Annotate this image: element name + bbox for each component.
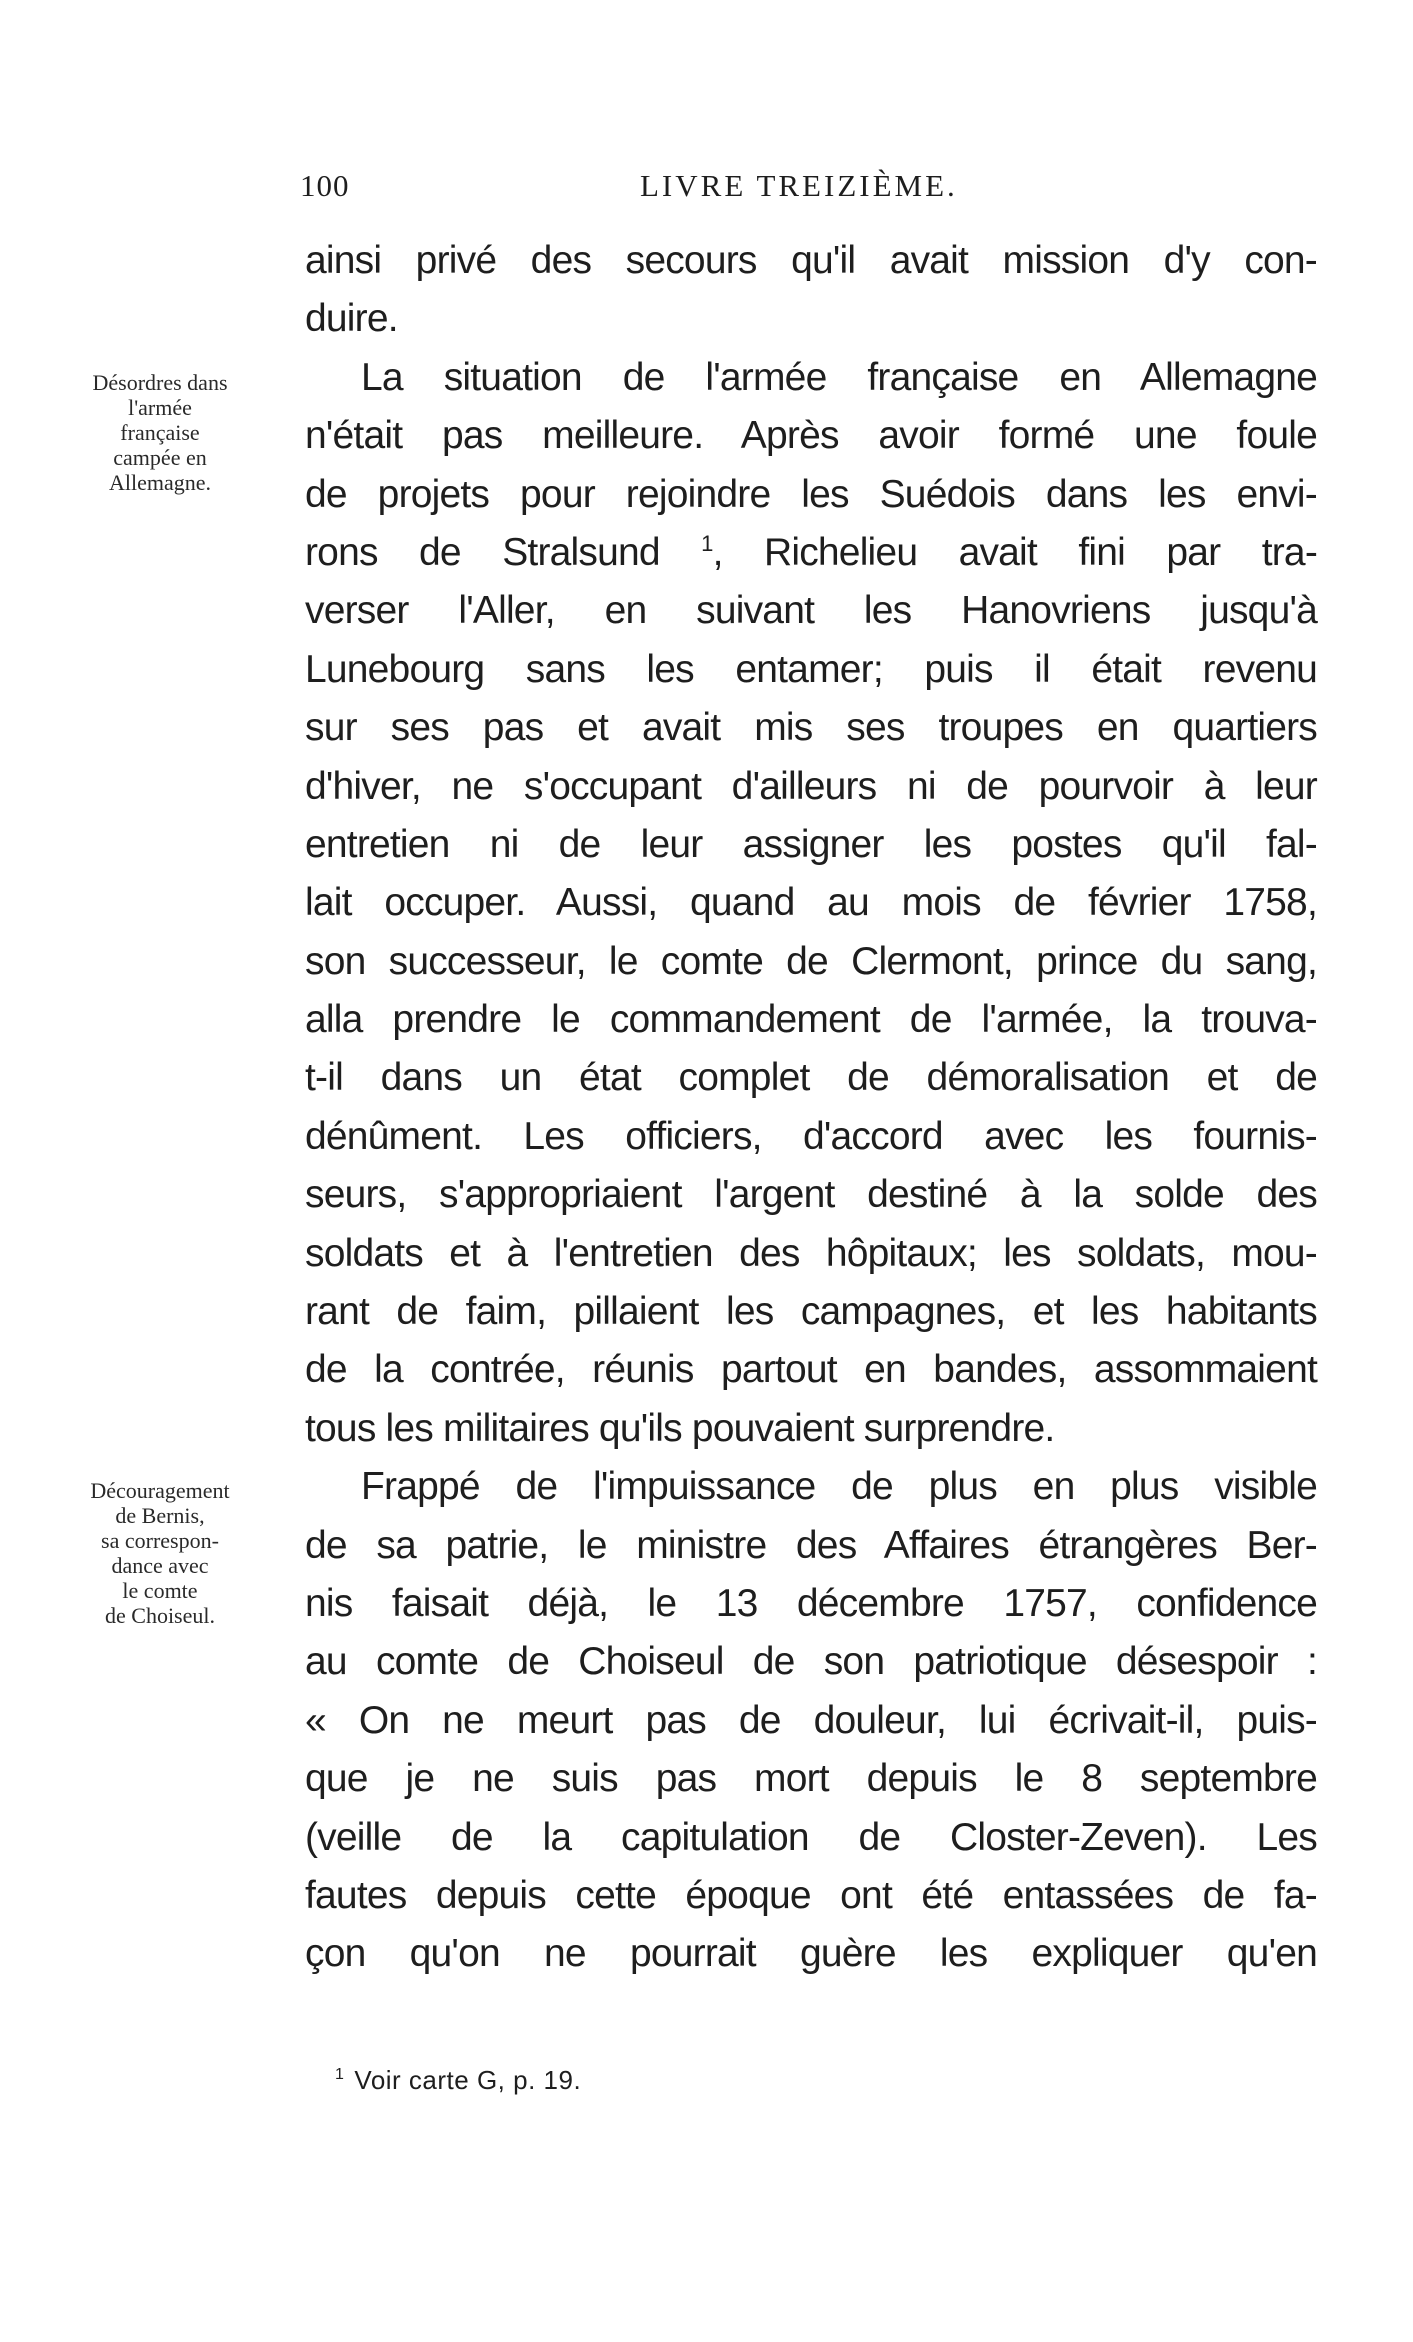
footnote-text: Voir carte G, p. 19. bbox=[354, 2065, 582, 2095]
margin-note-line: de Choiseul. bbox=[105, 1603, 215, 1628]
body-text bbox=[305, 232, 1317, 1984]
text-line: n'était pas meilleure. Après avoir formé une foule bbox=[305, 414, 1317, 458]
margin-note-line: de Bernis, bbox=[115, 1503, 205, 1528]
text-line: que je ne suis pas mort depuis le 8 septembre bbox=[305, 1757, 1317, 1801]
margin-note-discouragement bbox=[40, 1478, 280, 1628]
margin-note-line: le comte bbox=[122, 1578, 198, 1603]
text-line: tous les militaires qu'ils pouvaient surprendre. bbox=[305, 1406, 1055, 1450]
margin-note-line: sa correspon- bbox=[101, 1528, 219, 1553]
text-line: t-il dans un état complet de démoralisation et de bbox=[305, 1056, 1317, 1100]
text-line: nis faisait déjà, le 13 décembre 1757, confidence bbox=[305, 1581, 1317, 1625]
text-line: alla prendre le commandement de l'armée, la trouva- bbox=[305, 998, 1317, 1042]
page-header bbox=[300, 168, 1330, 208]
margin-note-line: française bbox=[120, 420, 200, 445]
text-line: de sa patrie, le ministre des Affaires étrangères Ber- bbox=[305, 1523, 1317, 1567]
text-line: lait occuper. Aussi, quand au mois de février 1758, bbox=[305, 881, 1317, 925]
margin-note-line: Découragement bbox=[90, 1478, 230, 1503]
margin-note-line: dance avec bbox=[111, 1553, 209, 1578]
margin-note-line: Allemagne. bbox=[108, 470, 212, 495]
text-line: fautes depuis cette époque ont été entassées de fa- bbox=[305, 1873, 1317, 1917]
text-line-with-footnote-ref bbox=[305, 524, 1317, 582]
running-head: LIVRE TREIZIÈME. bbox=[640, 168, 958, 203]
text-line: (veille de la capitulation de Closter-Zeven). Les bbox=[305, 1815, 1317, 1859]
text-line: ainsi privé des secours qu'il avait mission d'y con- bbox=[305, 239, 1317, 282]
text-line: Frappé de l'impuissance de plus en plus visible bbox=[361, 1465, 1317, 1509]
text-line: entretien ni de leur assigner les postes qu'il fal- bbox=[305, 822, 1317, 866]
text-line: La situation de l'armée française en Allemagne bbox=[361, 355, 1317, 399]
footnote bbox=[335, 2065, 581, 2096]
text-line: sur ses pas et avait mis ses troupes en quartiers bbox=[305, 706, 1317, 750]
text-line: d'hiver, ne s'occupant d'ailleurs ni de pourvoir à leur bbox=[305, 764, 1317, 808]
page-number: 100 bbox=[300, 168, 350, 203]
margin-note-disorders bbox=[40, 370, 280, 495]
text-line: soldats et à l'entretien des hôpitaux; les soldats, mou- bbox=[305, 1231, 1317, 1275]
text-line: dénûment. Les officiers, d'accord avec les fournis- bbox=[305, 1114, 1317, 1158]
text-line: au comte de Choiseul de son patriotique désespoir : bbox=[305, 1640, 1317, 1684]
text-line: « On ne meurt pas de douleur, lui écrivait-il, puis- bbox=[305, 1698, 1317, 1742]
margin-note-line: Désordres dans bbox=[92, 370, 228, 395]
footnote-marker: 1 bbox=[335, 2066, 345, 2084]
text-line: seurs, s'appropriaient l'argent destiné à la solde des bbox=[305, 1173, 1317, 1217]
margin-note-line: l'armée bbox=[128, 395, 192, 420]
text-line: verser l'Aller, en suivant les Hanovriens jusqu'à bbox=[305, 589, 1317, 633]
text-line: de la contrée, réunis partout en bandes, assommaient bbox=[305, 1348, 1317, 1392]
text-line: de projets pour rejoindre les Suédois dans les envi- bbox=[305, 472, 1317, 516]
text-line: çon qu'on ne pourrait guère les expliquer qu'en bbox=[305, 1932, 1317, 1976]
text-line: Lunebourg sans les entamer; puis il était revenu bbox=[305, 647, 1317, 691]
margin-note-line: campée en bbox=[113, 445, 207, 470]
text-line: son successeur, le comte de Clermont, prince du sang, bbox=[305, 939, 1317, 983]
text-line: duire. bbox=[305, 297, 398, 341]
text-fragment: rons de Stralsund bbox=[305, 530, 660, 574]
text-line: rant de faim, pillaient les campagnes, et les habitants bbox=[305, 1290, 1317, 1334]
text-fragment: , Richelieu avait fini par tra- bbox=[712, 530, 1318, 574]
footnote-reference: 1 bbox=[701, 530, 713, 556]
